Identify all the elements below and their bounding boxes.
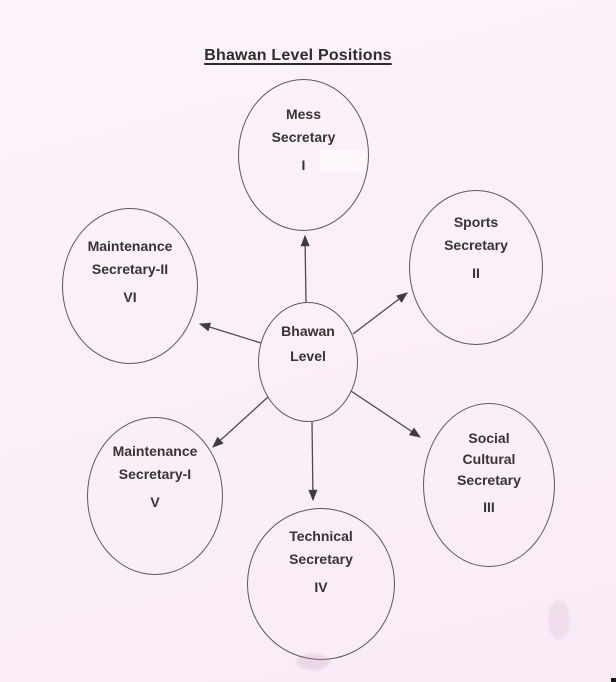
node-social-cultural-secretary (423, 403, 555, 567)
node-label-line: Level (290, 348, 326, 364)
node-label (272, 103, 336, 149)
node-label-line: Secretary (444, 237, 508, 253)
node-label (289, 525, 353, 571)
node-label-line: Cultural (462, 451, 516, 467)
node-label-line: Secretary (289, 551, 353, 567)
node-technical-secretary (247, 508, 395, 660)
node-label-line: Technical (289, 528, 353, 544)
arrow-to-technical-secretary (312, 422, 313, 500)
scan-corner-dot (611, 678, 616, 682)
node-bhawan-level (258, 302, 358, 422)
node-label (113, 440, 198, 486)
node-mess-secretary (238, 79, 369, 231)
node-maintenance-secretary-1 (87, 417, 223, 575)
node-label-line: Social (468, 430, 510, 446)
node-label-line: Secretary-I (118, 466, 192, 482)
page-title: Bhawan Level Positions (204, 47, 392, 64)
scan-smudge (548, 600, 570, 640)
arrow-to-maintenance-secretary-2 (200, 324, 261, 343)
node-label-line: Maintenance (87, 238, 173, 254)
node-sports-secretary (409, 190, 543, 345)
arrow-to-maintenance-secretary-1 (213, 397, 268, 447)
node-label (88, 235, 173, 281)
node-label-line: Bhawan (281, 323, 335, 339)
node-label-line: Secretary (271, 129, 336, 145)
node-label (444, 211, 508, 257)
node-label (457, 428, 521, 491)
arrow-to-social-cultural-secretary (351, 391, 420, 437)
node-label-line: Secretary (457, 472, 521, 488)
node-numeral: I (301, 157, 306, 173)
arrow-to-mess-secretary (305, 236, 306, 302)
node-label-line: Mess (285, 106, 321, 122)
node-maintenance-secretary-2 (62, 208, 198, 364)
node-numeral: II (472, 265, 480, 281)
node-label-line: Secretary-II (91, 261, 169, 277)
node-label-line: Maintenance (112, 443, 198, 459)
node-label (281, 319, 335, 369)
node-numeral: VI (123, 289, 137, 305)
node-label-line: Sports (453, 214, 499, 230)
arrow-to-sports-secretary (353, 293, 407, 334)
node-numeral: III (483, 499, 495, 515)
node-numeral: IV (314, 579, 328, 595)
node-numeral: V (150, 494, 160, 510)
